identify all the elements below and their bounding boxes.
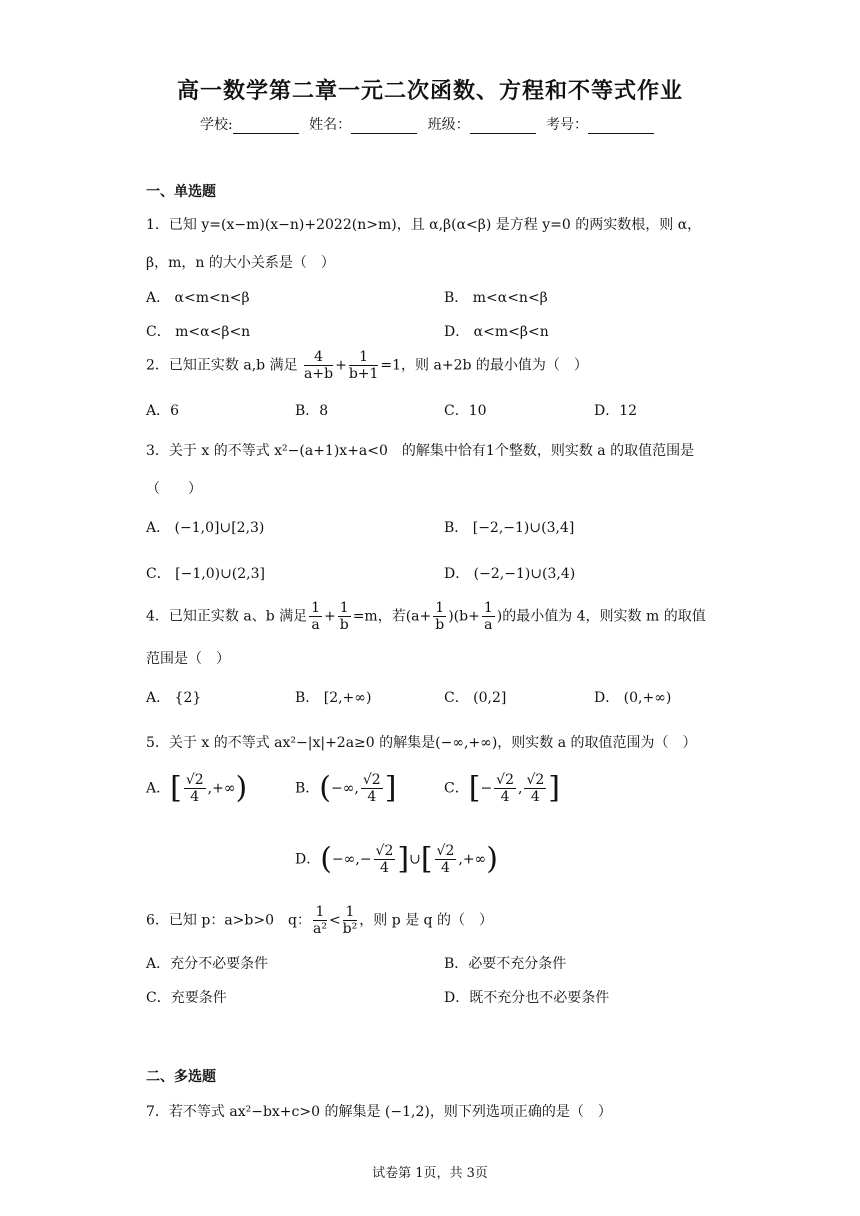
fraction-denominator: b bbox=[435, 617, 445, 633]
fraction-numerator: √2 bbox=[436, 843, 455, 859]
fraction-denominator: a+b bbox=[304, 366, 334, 382]
question-2-post: =1，则 a+2b 的最小值为（ ） bbox=[380, 357, 588, 374]
fraction-numerator: 1 bbox=[311, 600, 321, 616]
question-4-option-b: B． [2,+∞) bbox=[295, 690, 372, 706]
question-4-option-d: D． (0,+∞) bbox=[594, 690, 672, 706]
question-5-line-1: 5．关于 x 的不等式 ax²−|x|+2a≥0 的解集是(−∞,+∞)，则实数 a 的取值范围为（ ） bbox=[146, 735, 697, 751]
question-4-fraction-e1 bbox=[433, 600, 446, 633]
page-title: 高一数学第二章一元二次函数、方程和不等式作业 bbox=[176, 79, 683, 104]
fraction-denominator: 4 bbox=[367, 789, 377, 805]
question-4-fraction-b bbox=[338, 600, 351, 633]
fraction-denominator: 4 bbox=[500, 789, 510, 805]
question-3-option-d: D． (−2,−1)∪(3,4) bbox=[444, 566, 576, 582]
sqrt2-over-4-fraction bbox=[494, 772, 516, 805]
sqrt2-over-4-fraction bbox=[184, 772, 206, 805]
question-4-line-2: 范围是（ ） bbox=[146, 651, 230, 667]
question-5-option-d: D．(−∞,− $\frac{√2}{4}$ ]∪[ $\frac{√2}{4}$ ,+∞) bbox=[295, 841, 498, 877]
fraction-numerator: 1 bbox=[349, 349, 379, 366]
minus-sign: − bbox=[359, 851, 372, 868]
fraction-numerator: √2 bbox=[185, 772, 204, 788]
positive-infinity: +∞ bbox=[462, 851, 487, 868]
fraction-numerator: 1 bbox=[343, 904, 358, 921]
name-blank bbox=[351, 119, 417, 134]
fraction-denominator: b+1 bbox=[348, 366, 379, 382]
question-6-option-c: C．充要条件 bbox=[146, 990, 227, 1006]
question-6-post: ，则 p 是 q 的（ ） bbox=[359, 912, 493, 929]
school-label: 学校: bbox=[199, 117, 233, 133]
fraction-denominator: a² bbox=[312, 921, 327, 937]
question-1-option-a: A． α<m<n<β bbox=[146, 290, 250, 306]
question-4-option-a: A． {2} bbox=[146, 690, 202, 706]
question-4-pre: 4．已知正实数 a、b 满足 bbox=[146, 608, 308, 625]
fraction-numerator: √2 bbox=[526, 772, 545, 788]
option-letter: C． bbox=[444, 780, 469, 797]
negative-infinity: −∞ bbox=[331, 780, 355, 797]
question-5-option-a: A．[ $\frac{√2}{4}$ ,+∞) bbox=[146, 770, 248, 806]
question-1-line-2: β，m，n 的大小关系是（ ） bbox=[146, 255, 335, 271]
plus-sign: + bbox=[335, 357, 347, 374]
school-blank bbox=[233, 119, 299, 134]
question-2-fraction-1 bbox=[304, 349, 333, 382]
question-3-option-c: C． [−1,0)∪(2,3] bbox=[146, 566, 265, 582]
fraction-denominator: 4 bbox=[380, 860, 389, 876]
question-6-fraction-2 bbox=[343, 904, 358, 937]
question-2-pre: 2．已知正实数 a,b 满足 bbox=[146, 357, 298, 374]
page-footer: 试卷第 1页，共 3页 bbox=[372, 1166, 488, 1181]
comma: , bbox=[518, 780, 523, 797]
option-letter: A． bbox=[146, 780, 171, 797]
question-7-line-1: 7．若不等式 ax²−bx+c>0 的解集是 (−1,2)，则下列选项正确的是（ ） bbox=[146, 1104, 612, 1120]
question-1-line-1: 1．已知 y=(x−m)(x−n)+2022(n>m)，且 α,β(α<β) 是方程 y=0 的两实数根，则 α， bbox=[146, 217, 702, 233]
question-1-option-b: B． m<α<n<β bbox=[444, 290, 548, 306]
question-5-option-b: B．(−∞, $\frac{√2}{4}$ ] bbox=[295, 770, 397, 806]
class-blank bbox=[470, 119, 536, 134]
question-6-option-b: B．必要不充分条件 bbox=[444, 956, 567, 972]
exam-number-label: 考号： bbox=[546, 117, 589, 133]
student-info-line bbox=[0, 114, 860, 134]
sqrt2-over-4-fraction bbox=[524, 772, 546, 805]
fraction-denominator: a bbox=[311, 617, 320, 633]
minus-sign: − bbox=[480, 780, 493, 797]
question-3-line-1: 3．关于 x 的不等式 x²−(a+1)x+a<0 的解集中恰有1个整数，则实数 a 的取值范围是 bbox=[146, 443, 695, 459]
question-6-fraction-1 bbox=[313, 904, 327, 937]
question-4-fraction-e2 bbox=[482, 600, 495, 633]
fraction-denominator: b² bbox=[342, 921, 358, 937]
question-3-option-a: A． (−1,0]∪[2,3) bbox=[146, 520, 265, 536]
fraction-numerator: √2 bbox=[496, 772, 514, 788]
fraction-numerator: 1 bbox=[339, 600, 349, 616]
fraction-numerator: 1 bbox=[313, 904, 327, 921]
fraction-denominator: b bbox=[339, 617, 349, 633]
question-3-line-2: （ ） bbox=[146, 481, 202, 497]
question-4-fraction-a bbox=[309, 600, 322, 633]
comma: , bbox=[354, 780, 359, 797]
question-2-fraction-2 bbox=[349, 349, 379, 382]
question-6-option-d: D．既不充分也不必要条件 bbox=[444, 990, 610, 1006]
fraction-numerator: √2 bbox=[375, 843, 394, 859]
question-4-stem bbox=[146, 600, 706, 633]
expr-middle: )(b+ bbox=[448, 608, 480, 625]
sqrt2-over-4-fraction bbox=[361, 772, 383, 805]
fraction-denominator: a bbox=[484, 617, 493, 633]
class-label: 班级： bbox=[427, 117, 470, 133]
question-4-mid: =m，若 bbox=[352, 608, 406, 625]
fraction-denominator: 4 bbox=[190, 789, 200, 805]
section-multiple-choice: 二、多选题 bbox=[146, 1069, 216, 1085]
question-4-option-c: C． (0,2] bbox=[444, 690, 507, 706]
fraction-numerator: 1 bbox=[435, 600, 445, 616]
exam-number-blank bbox=[588, 119, 654, 134]
comma: , bbox=[458, 851, 463, 868]
section-single-choice: 一、单选题 bbox=[146, 184, 216, 200]
sqrt2-over-4-fraction bbox=[435, 843, 457, 876]
option-letter: D． bbox=[295, 851, 321, 868]
negative-infinity: −∞ bbox=[331, 851, 356, 868]
question-2-option-c: C．10 bbox=[444, 403, 487, 419]
question-4-post: 的最小值为 4，则实数 m 的取值 bbox=[502, 608, 706, 625]
option-letter: B． bbox=[295, 780, 320, 797]
question-3-option-b: B． [−2,−1)∪(3,4] bbox=[444, 520, 575, 536]
question-2-option-b: B．8 bbox=[295, 403, 329, 419]
comma: , bbox=[207, 780, 213, 797]
plus-sign: + bbox=[324, 608, 336, 625]
question-2-option-a: A．6 bbox=[146, 403, 180, 419]
comma: , bbox=[355, 851, 360, 868]
fraction-numerator: 4 bbox=[304, 349, 333, 366]
fraction-numerator: 1 bbox=[483, 600, 493, 616]
question-2-option-d: D．12 bbox=[594, 403, 638, 419]
expr-right: ) bbox=[496, 608, 503, 625]
question-6-stem bbox=[146, 904, 493, 937]
question-1-option-c: C． m<α<β<n bbox=[146, 324, 251, 340]
name-label: 姓名： bbox=[309, 117, 352, 133]
question-6-pre: 6．已知 p：a>b>0 q： bbox=[146, 912, 311, 929]
question-2-stem bbox=[146, 349, 588, 382]
fraction-denominator: 4 bbox=[441, 860, 450, 876]
less-than-sign: < bbox=[328, 912, 341, 929]
expr-left: (a+ bbox=[405, 608, 432, 625]
union-sign: ∪ bbox=[409, 851, 421, 868]
question-5-option-c: C．[− $\frac{√2}{4}$ , $\frac{√2}{4}$ ] bbox=[444, 770, 560, 806]
question-6-option-a: A．充分不必要条件 bbox=[146, 956, 269, 972]
positive-infinity: +∞ bbox=[212, 780, 236, 797]
sqrt2-over-4-fraction bbox=[374, 843, 396, 876]
fraction-numerator: √2 bbox=[362, 772, 381, 788]
question-1-option-d: D． α<m<β<n bbox=[444, 324, 549, 340]
fraction-denominator: 4 bbox=[530, 789, 540, 805]
